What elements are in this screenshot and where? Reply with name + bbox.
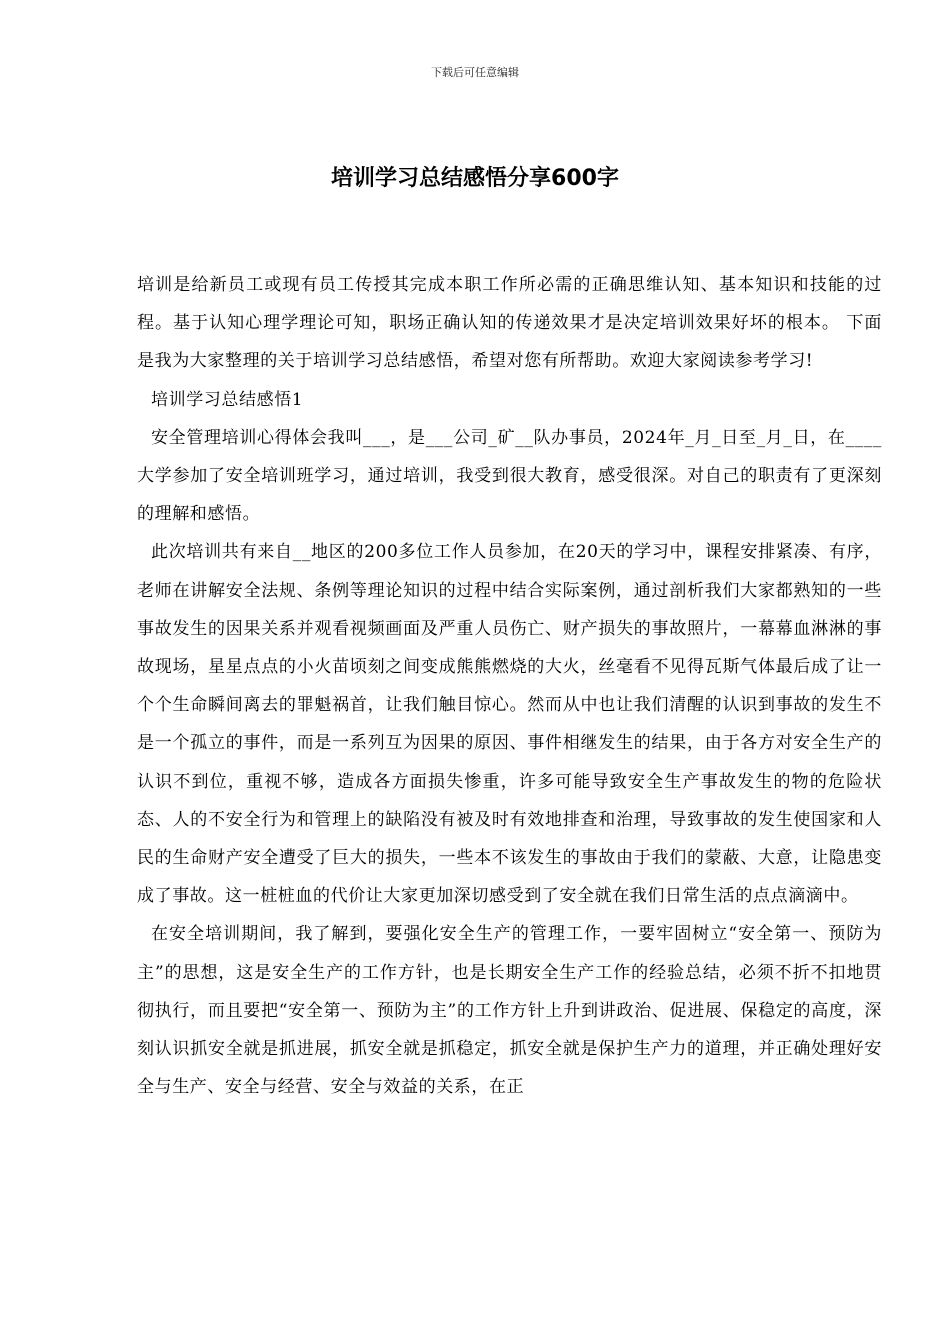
body-paragraph: 此次培训共有来自__地区的200多位工作人员参加，在20天的学习中，课程安排紧凑、有序，老师在讲解安全法规、条例等理论知识的过程中结合实际案例，通过剖析我们大家都熟知的一些事故发生的因果关系并观看视频画面及严重人员伤亡、财产损失的事故照片，一幕幕血淋淋的事故现场，星星点点的小火苗顷刻之间变成熊熊燃烧的大火，丝毫看不见得瓦斯气体最后成了让一个个生命瞬间离去的罪魁祸首，让我们触目惊心。然而从中也让我们清醒的认识到事故的发生不是一个孤立的事件，而是一系列互为因果的原因、事件相继发生的结果，由于各方对安全生产的认识不到位，重视不够，造成各方面损失惨重，许多可能导致安全生产事故发生的物的危险状态、人的不安全行为和管理上的缺陷没有被及时有效地排查和治理，导致事故的发生使国家和人民的生命财产安全遭受了巨大的损失，一些本不该发生的事故由于我们的蒙蔽、大意，让隐患变成了事故。这一桩桩血的代价让大家更加深切感受到了安全就在我们日常生活的点点滴滴中。 [137, 542, 882, 907]
section-heading: 培训学习总结感悟1 [151, 389, 304, 410]
body-paragraph: 安全管理培训心得体会我叫___，是___公司_矿__队办事员，2024年_月_日至_月_日，在____大学参加了安全培训班学习，通过培训，我受到很大教育，感受很深。对自己的职责有了更深刻的理解和感悟。 [137, 427, 882, 525]
document-body [137, 266, 882, 1106]
intro-paragraph: 培训是给新员工或现有员工传授其完成本职工作所必需的正确思维认知、基本知识和技能的过程。基于认知心理学理论可知，职场正确认知的传递效果才是决定培训效果好坏的根本。 下面是我为大家整理的关于培训学习总结感悟，希望对您有所帮助。欢迎大家阅读参考学习! [137, 275, 882, 372]
document-title: 培训学习总结感悟分享600字 [331, 166, 619, 191]
page-header-note: 下载后可任意编辑 [431, 66, 519, 79]
body-paragraph: 在安全培训期间，我了解到，要强化安全生产的管理工作，一要牢固树立“安全第一、预防为主”的思想，这是安全生产的工作方针，也是长期安全生产工作的经验总结，必须不折不扣地贯彻执行，而且要把“安全第一、预防为主”的工作方针上升到讲政治、促进展、保稳定的高度，深刻认识抓安全就是抓进展，抓安全就是抓稳定，抓安全就是保护生产力的道理，并正确处理好安全与生产、安全与经营、安全与效益的关系，在正 [137, 924, 882, 1098]
